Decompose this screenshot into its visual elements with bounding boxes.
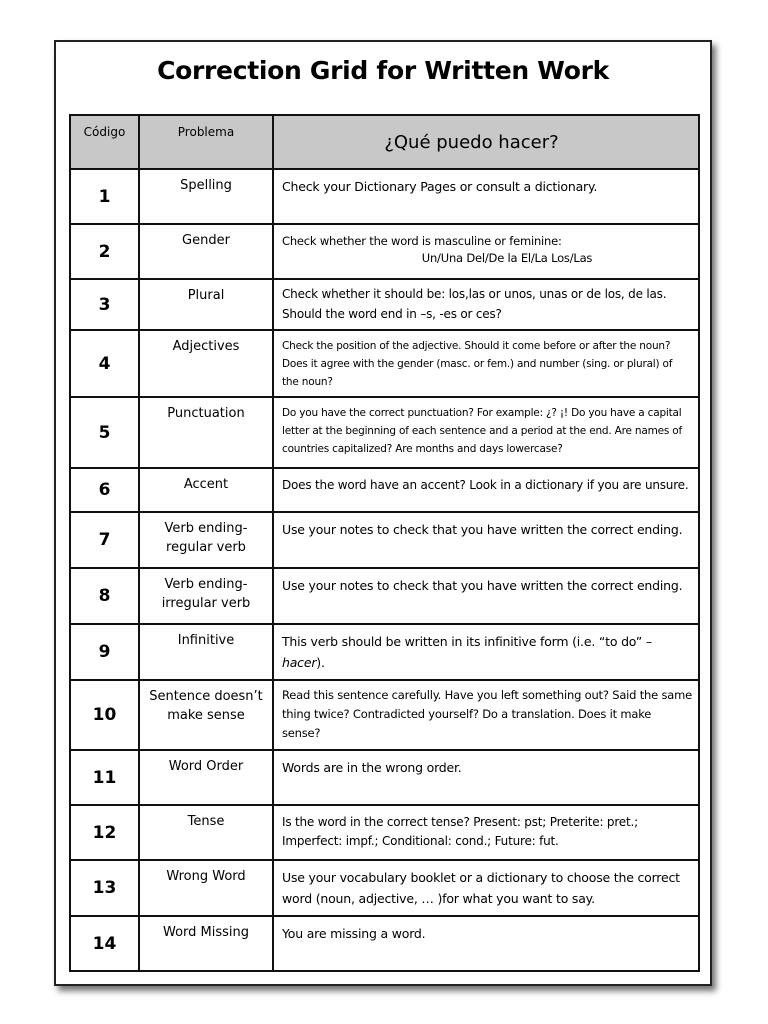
row-code: 14 <box>70 916 139 971</box>
row-problem: Gender <box>139 224 273 279</box>
row-code: 5 <box>70 397 139 468</box>
table-header-row <box>70 115 699 169</box>
row-code: 12 <box>70 805 139 860</box>
row-problem: Word Missing <box>139 916 273 971</box>
row-help <box>273 624 699 680</box>
row-help: You are missing a word. <box>273 916 699 971</box>
header-help: ¿Qué puedo hacer? <box>273 115 699 169</box>
row-problem: Verb ending- irregular verb <box>139 568 273 624</box>
row-problem: Punctuation <box>139 397 273 468</box>
table-row <box>70 916 699 971</box>
row-problem: Word Order <box>139 750 273 805</box>
row-help: Read this sentence carefully. Have you left something out? Said the same thing twice? Contradicted yourself? Do a translation. Does it make sense? <box>273 680 699 750</box>
row-help-line2: Un/Una Del/De la El/La Los/Las <box>421 251 593 265</box>
row-problem: Verb ending- regular verb <box>139 512 273 568</box>
row-help: Use your notes to check that you have written the correct ending. <box>273 568 699 624</box>
table-row <box>70 468 699 512</box>
row-help: Check whether it should be: los,las or unos, unas or de los, de las. Should the word end in –s, -es or ces? <box>273 279 699 330</box>
row-help: Check the position of the adjective. Should it come before or after the noun? Does it agree with the gender (masc. or fem.) and number (sing. or plural) of the noun? <box>273 330 699 397</box>
row-help: Words are in the wrong order. <box>273 750 699 805</box>
table-row <box>70 568 699 624</box>
table-row <box>70 750 699 805</box>
row-code: 7 <box>70 512 139 568</box>
page-title: Correction Grid for Written Work <box>157 56 609 85</box>
row-help: Use your notes to check that you have written the correct ending. <box>273 512 699 568</box>
row-problem: Sentence doesn’t make sense <box>139 680 273 750</box>
table-row <box>70 224 699 279</box>
row-help: Use your vocabulary booklet or a dictionary to choose the correct word (noun, adjective, … )for what you want to say. <box>273 860 699 916</box>
row-help-line1: Check whether the word is masculine or feminine: <box>282 234 562 248</box>
row-code: 8 <box>70 568 139 624</box>
row-problem: Tense <box>139 805 273 860</box>
row-code: 10 <box>70 680 139 750</box>
table-row <box>70 169 699 224</box>
header-problem: Problema <box>139 115 273 169</box>
row-problem: Adjectives <box>139 330 273 397</box>
table-row <box>70 512 699 568</box>
document-page <box>54 40 712 986</box>
row-code: 6 <box>70 468 139 512</box>
row-help: Do you have the correct punctuation? For example: ¿? ¡! Do you have a capital letter at the beginning of each sentence and a period at the end. Are names of countries capitalized? Are months and days lowercase? <box>273 397 699 468</box>
row-code: 2 <box>70 224 139 279</box>
row-code: 9 <box>70 624 139 680</box>
row-help: Is the word in the correct tense? Present: pst; Preterite: pret.; Imperfect: impf.; Conditional: cond.; Future: fut. <box>273 805 699 860</box>
row-code: 1 <box>70 169 139 224</box>
row-help-end: ). <box>316 655 325 670</box>
row-problem: Wrong Word <box>139 860 273 916</box>
header-code: Código <box>70 115 139 169</box>
table-row <box>70 805 699 860</box>
correction-grid-table <box>69 114 700 972</box>
table-row <box>70 680 699 750</box>
table-row <box>70 279 699 330</box>
row-code: 11 <box>70 750 139 805</box>
row-help: Check your Dictionary Pages or consult a dictionary. <box>273 169 699 224</box>
row-problem: Accent <box>139 468 273 512</box>
table-row <box>70 624 699 680</box>
row-problem: Infinitive <box>139 624 273 680</box>
row-problem: Spelling <box>139 169 273 224</box>
table-row <box>70 397 699 468</box>
row-code: 13 <box>70 860 139 916</box>
row-help-italic: hacer <box>282 655 317 670</box>
row-problem: Plural <box>139 279 273 330</box>
row-help-text: This verb should be written in its infinitive form (i.e. “to do” – <box>282 634 652 649</box>
table-row <box>70 860 699 916</box>
table-row <box>70 330 699 397</box>
row-code: 3 <box>70 279 139 330</box>
row-help: Does the word have an accent? Look in a dictionary if you are unsure. <box>273 468 699 512</box>
row-code: 4 <box>70 330 139 397</box>
row-help <box>273 224 699 279</box>
